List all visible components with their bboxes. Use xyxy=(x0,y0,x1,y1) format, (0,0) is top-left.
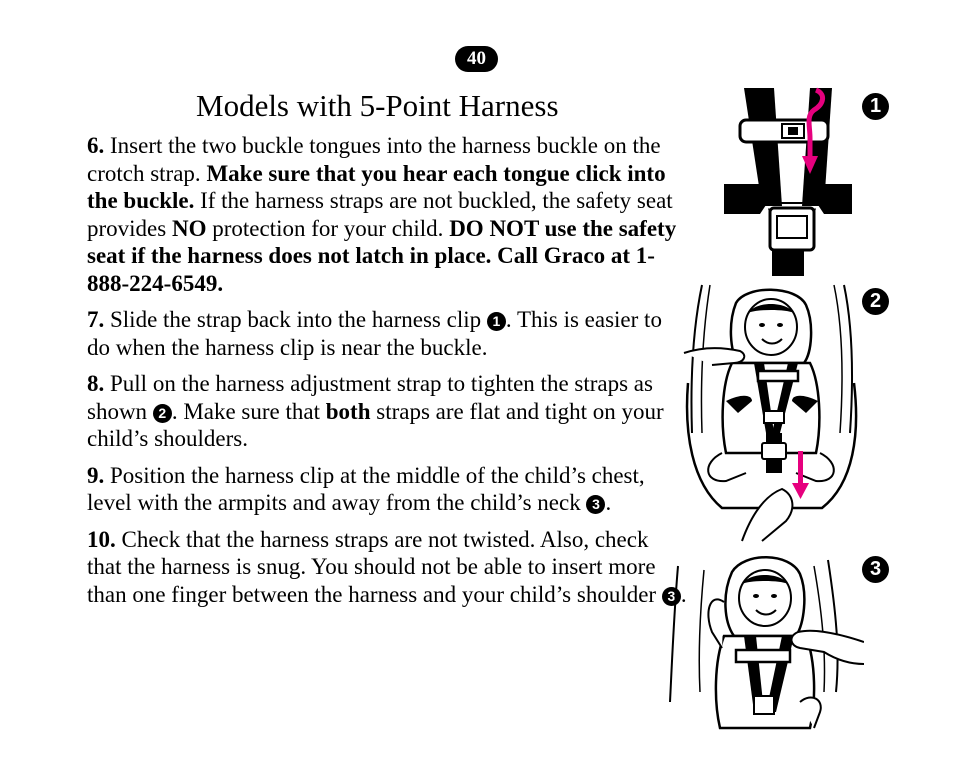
child-in-seat-tighten-illustration xyxy=(682,283,862,545)
step-10: 10. Check that the harness straps are not twisted. Also, check that the harness is snug. You should not be able to insert more than one finger between the harness and your child’s shoulder 3 . xyxy=(87,526,687,607)
child-in-seat-finger-check-illustration xyxy=(664,552,864,730)
page-title: Models with 5-Point Harness xyxy=(196,88,559,123)
step-number: 7. xyxy=(87,307,105,332)
step-number: 8. xyxy=(87,371,105,396)
step-8: 8. Pull on the harness adjustment strap to tighten the straps as shown 2 . Make sure that both straps are flat and tight on your child’s shoulders. xyxy=(87,371,664,451)
figure-callout-2: 2 xyxy=(862,288,889,315)
instructions xyxy=(87,132,687,617)
figure-callout-3: 3 xyxy=(862,556,889,583)
figure-ref-3: 3 xyxy=(586,495,605,514)
step-6: 6. Insert the two buckle tongues into the harness buckle on the crotch strap. Make sure that you hear each tongue click into the buckle. If the harness straps are not buckled, the safety seat provides NO protection for your child. DO NOT use the safety seat if the harness does not latch in place. Call Graco at 1-888-224-6549. xyxy=(87,133,677,296)
step-number: 10. xyxy=(87,526,116,552)
step-7: 7. Slide the strap back into the harness clip 1 . This is easier to do when the harness clip is near the buckle. xyxy=(87,307,662,360)
step-number: 6. xyxy=(87,133,105,158)
figure-callout-1: 1 xyxy=(862,93,889,120)
step-9: 9. Position the harness clip at the middle of the child’s chest, level with the armpits and away from the child’s neck 3 . xyxy=(87,462,645,515)
figure-ref-3: 3 xyxy=(662,587,681,606)
harness-clip-illustration xyxy=(722,86,862,278)
page-number-badge: 40 xyxy=(455,46,498,72)
figure-ref-2: 2 xyxy=(153,404,172,423)
figure-ref-1: 1 xyxy=(487,312,506,331)
step-number: 9. xyxy=(87,462,105,488)
